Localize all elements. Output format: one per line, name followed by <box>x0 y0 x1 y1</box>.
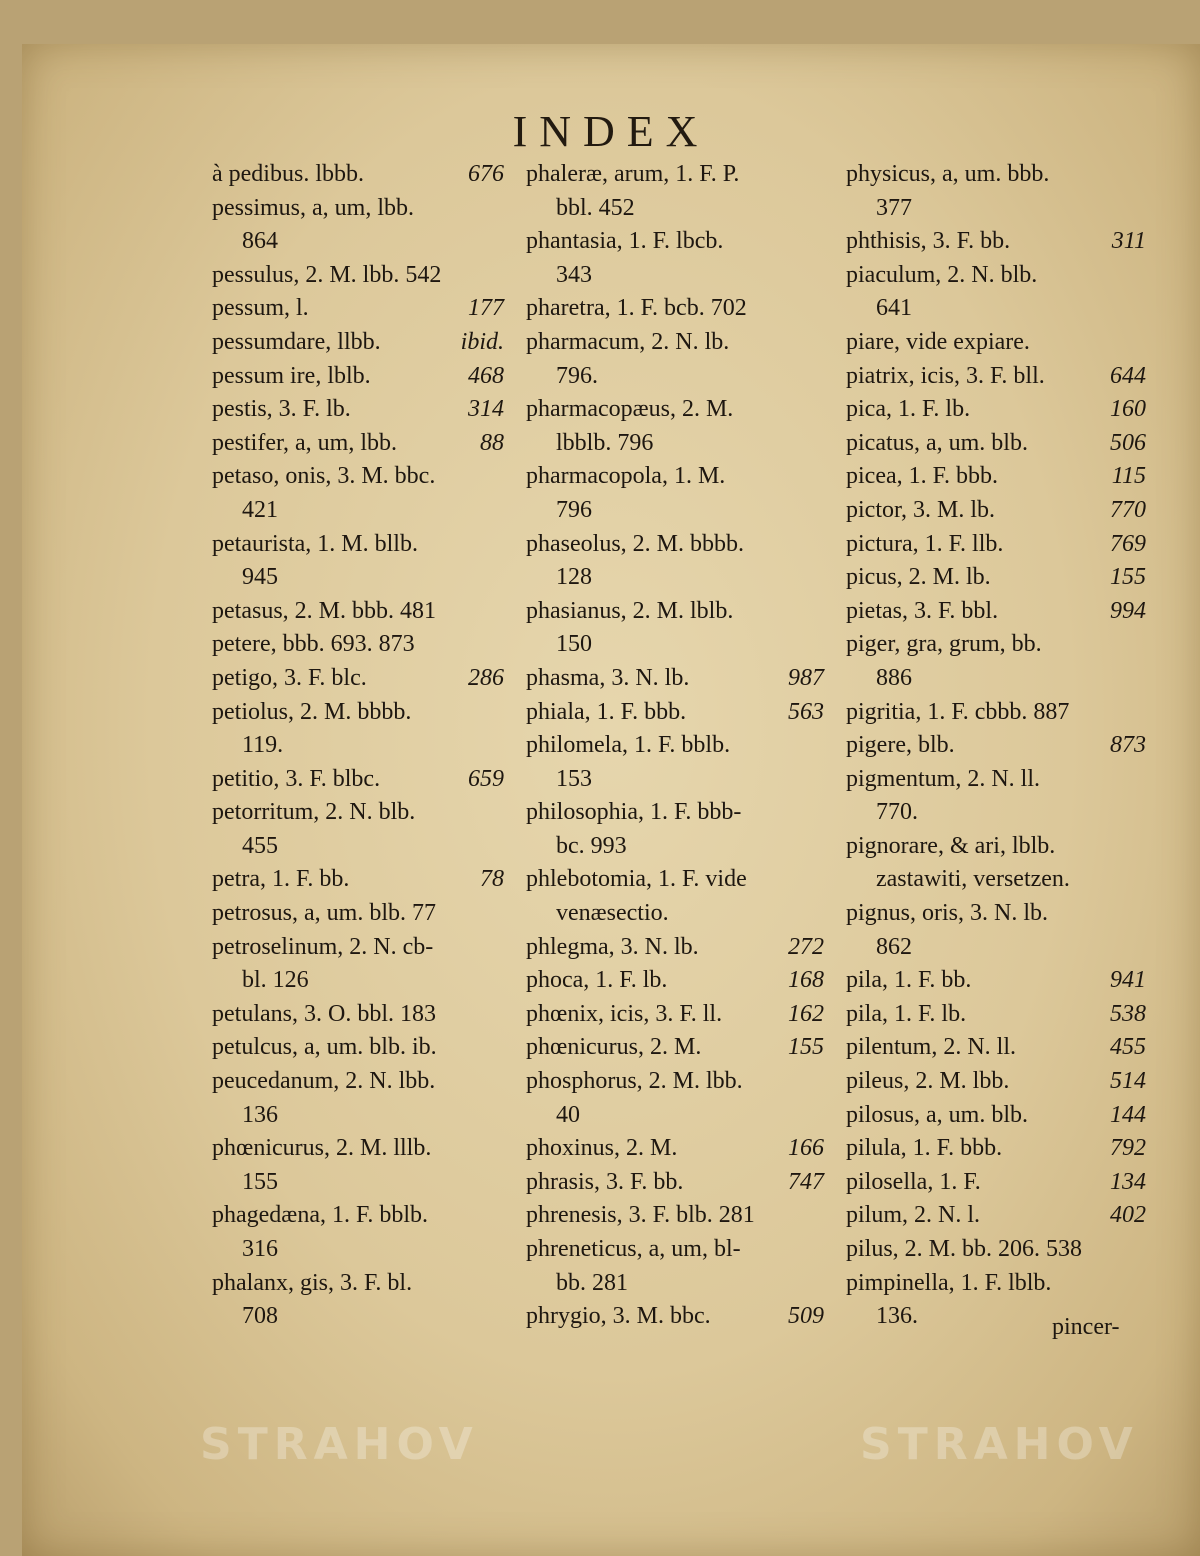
index-entry <box>846 1132 1146 1166</box>
entry-text: pictor, 3. M. lb. <box>846 496 996 523</box>
entry-text: 886 <box>876 664 912 691</box>
index-entry <box>526 696 824 730</box>
entry-text: 377 <box>876 194 912 221</box>
index-entry <box>212 360 504 394</box>
index-entry <box>846 998 1146 1032</box>
index-entry <box>212 931 504 965</box>
index-entry <box>212 1233 504 1267</box>
index-entry <box>526 192 824 226</box>
entry-page-number: 644 <box>1110 362 1146 389</box>
entry-text: pharmacopæus, 2. M. <box>526 396 734 423</box>
index-column-2 <box>526 158 824 1334</box>
index-entry <box>526 830 824 864</box>
entry-text: zastawiti, versetzen. <box>876 866 1070 893</box>
entry-page-number: 160 <box>1110 396 1146 423</box>
entry-text: pignorare, & ari, lblb. <box>846 832 1056 859</box>
entry-page-number: 769 <box>1110 530 1146 557</box>
entry-page-number: 455 <box>1110 1034 1146 1061</box>
entry-text: petorritum, 2. N. blb. <box>212 799 416 826</box>
entry-page-number: 994 <box>1110 597 1146 624</box>
entry-text: pigritia, 1. F. cbbb. 887 <box>846 698 1070 725</box>
index-entry <box>212 494 504 528</box>
entry-text: pila, 1. F. bb. <box>846 967 972 994</box>
index-entry <box>212 225 504 259</box>
entry-text: 862 <box>876 933 912 960</box>
entry-page-number: 468 <box>468 362 504 389</box>
entry-text: pessulus, 2. M. lbb. 542 <box>212 261 442 288</box>
entry-text: phœnix, icis, 3. F. ll. <box>526 1000 723 1027</box>
entry-text: petiolus, 2. M. bbbb. <box>212 698 412 725</box>
index-entry <box>526 729 824 763</box>
index-entry <box>846 1031 1146 1065</box>
index-entry <box>212 628 504 662</box>
index-entry <box>846 259 1146 293</box>
entry-text: phalanx, gis, 3. F. bl. <box>212 1269 413 1296</box>
entry-text: 40 <box>556 1101 580 1128</box>
entry-text: 421 <box>242 496 278 523</box>
entry-text: petasus, 2. M. bbb. 481 <box>212 597 436 624</box>
entry-text: picea, 1. F. bbb. <box>846 463 999 490</box>
index-entry <box>526 460 824 494</box>
index-entry <box>526 1166 824 1200</box>
index-entry <box>212 998 504 1032</box>
entry-text: phosphorus, 2. M. lbb. <box>526 1068 743 1095</box>
entry-text: picus, 2. M. lb. <box>846 564 991 591</box>
entry-text: pilosus, a, um. blb. <box>846 1101 1029 1128</box>
index-entry <box>526 964 824 998</box>
entry-page-number: 168 <box>788 967 824 994</box>
entry-text: peucedanum, 2. N. lbb. <box>212 1068 436 1095</box>
index-entry <box>526 1132 824 1166</box>
entry-text: petigo, 3. F. blc. <box>212 664 367 691</box>
index-entry <box>212 1199 504 1233</box>
index-entry <box>526 1099 824 1133</box>
entry-text: 128 <box>556 564 592 591</box>
entry-text: pigmentum, 2. N. ll. <box>846 765 1040 792</box>
index-entry <box>526 897 824 931</box>
index-entry <box>526 326 824 360</box>
entry-page-number: 144 <box>1110 1101 1146 1128</box>
index-entry <box>212 897 504 931</box>
entry-page-number: 676 <box>468 161 504 187</box>
library-watermark: STRAHOV <box>200 1419 479 1470</box>
entry-page-number: 563 <box>788 698 824 725</box>
entry-text: bb. 281 <box>556 1269 628 1296</box>
entry-text: 136 <box>242 1101 278 1128</box>
entry-text: piaculum, 2. N. blb. <box>846 261 1038 288</box>
index-entry <box>846 964 1146 998</box>
index-entry <box>846 427 1146 461</box>
entry-text: physicus, a, um. bbb. <box>846 161 1050 187</box>
entry-page-number: 509 <box>788 1303 824 1330</box>
entry-text: pietas, 3. F. bbl. <box>846 597 999 624</box>
entry-page-number: 514 <box>1110 1068 1146 1095</box>
entry-text: phasma, 3. N. lb. <box>526 664 690 691</box>
entry-text: 770. <box>876 799 918 826</box>
entry-page-number: 873 <box>1110 732 1146 759</box>
entry-text: pimpinella, 1. F. lblb. <box>846 1269 1052 1296</box>
index-column-3 <box>846 158 1146 1334</box>
entry-text: 153 <box>556 765 592 792</box>
entry-text: à pedibus. lbbb. <box>212 161 364 187</box>
index-entry <box>846 225 1146 259</box>
index-entry <box>846 158 1146 192</box>
entry-text: phoxinus, 2. M. <box>526 1135 678 1162</box>
entry-text: picatus, a, um. blb. <box>846 429 1028 456</box>
entry-text: pictura, 1. F. llb. <box>846 530 1004 557</box>
index-entry <box>212 964 504 998</box>
entry-text: pica, 1. F. lb. <box>846 396 971 423</box>
entry-text: phagedæna, 1. F. bblb. <box>212 1202 429 1229</box>
entry-text: philomela, 1. F. bblb. <box>526 732 731 759</box>
entry-text: phiala, 1. F. bbb. <box>526 698 687 725</box>
index-entry <box>846 1099 1146 1133</box>
index-entry <box>212 1300 504 1334</box>
book-page <box>22 44 1200 1556</box>
entry-text: pilula, 1. F. bbb. <box>846 1135 1003 1162</box>
index-entry <box>212 1065 504 1099</box>
index-entry <box>846 863 1146 897</box>
index-entry <box>526 158 824 192</box>
entry-page-number: 272 <box>788 933 824 960</box>
entry-text: piatrix, icis, 3. F. bll. <box>846 362 1045 389</box>
entry-page-number: 115 <box>1111 463 1146 490</box>
entry-text: phœnicurus, 2. M. <box>526 1034 702 1061</box>
index-entry <box>526 360 824 394</box>
index-entry <box>212 595 504 629</box>
entry-text: phantasia, 1. F. lbcb. <box>526 228 724 255</box>
index-entry <box>526 662 824 696</box>
index-entry <box>526 595 824 629</box>
entry-text: petulans, 3. O. bbl. 183 <box>212 1000 436 1027</box>
index-entry <box>526 931 824 965</box>
index-entry <box>526 1300 824 1334</box>
index-entry <box>212 427 504 461</box>
entry-text: petra, 1. F. bb. <box>212 866 350 893</box>
index-entry <box>212 729 504 763</box>
index-entry <box>846 326 1146 360</box>
entry-text: pilentum, 2. N. ll. <box>846 1034 1016 1061</box>
index-entry <box>846 360 1146 394</box>
entry-text: petitio, 3. F. blbc. <box>212 765 381 792</box>
index-entry <box>846 662 1146 696</box>
index-entry <box>846 1166 1146 1200</box>
entry-text: pignus, oris, 3. N. lb. <box>846 900 1049 927</box>
entry-text: 864 <box>242 228 278 255</box>
index-entry <box>846 628 1146 662</box>
entry-page-number: 659 <box>468 765 504 792</box>
entry-text: petere, bbb. 693. 873 <box>212 631 415 658</box>
entry-text: philosophia, 1. F. bbb- <box>526 799 742 826</box>
entry-text: 119. <box>242 732 284 759</box>
index-entry <box>526 393 824 427</box>
entry-text: 455 <box>242 832 278 859</box>
catchword: pincer- <box>1052 1314 1120 1340</box>
index-entry <box>846 1267 1146 1301</box>
index-entry <box>212 763 504 797</box>
index-entry <box>846 763 1146 797</box>
index-entry <box>212 393 504 427</box>
index-entry <box>526 561 824 595</box>
entry-text: 796 <box>556 496 592 523</box>
index-entry <box>846 796 1146 830</box>
index-entry <box>846 1065 1146 1099</box>
entry-text: phrenesis, 3. F. blb. 281 <box>526 1202 755 1229</box>
index-entry <box>526 763 824 797</box>
index-entry <box>212 561 504 595</box>
entry-text: pilosella, 1. F. <box>846 1168 981 1195</box>
entry-page-number: 792 <box>1110 1135 1146 1162</box>
index-entry <box>526 1031 824 1065</box>
page-title: INDEX <box>512 107 710 156</box>
entry-page-number: 941 <box>1110 967 1146 994</box>
entry-text: bc. 993 <box>556 832 627 859</box>
entry-text: phreneticus, a, um, bl- <box>526 1236 741 1262</box>
entry-text: 343 <box>556 261 592 288</box>
entry-page-number: 166 <box>788 1135 824 1162</box>
index-entry <box>212 1267 504 1301</box>
index-entry <box>846 393 1146 427</box>
entry-page-number: 78 <box>480 866 504 893</box>
index-entry <box>526 1267 824 1301</box>
entry-page-number: 506 <box>1110 429 1146 456</box>
entry-page-number: ibid. <box>460 328 504 355</box>
entry-text: 316 <box>242 1236 278 1262</box>
entry-page-number: 770 <box>1110 496 1146 523</box>
entry-page-number: 88 <box>480 429 504 456</box>
index-entry <box>846 494 1146 528</box>
entry-text: pessimus, a, um, lbb. <box>212 194 414 221</box>
index-entry <box>526 998 824 1032</box>
entry-text: pila, 1. F. lb. <box>846 1000 967 1027</box>
entry-text: phaleræ, arum, 1. F. P. <box>526 161 740 187</box>
entry-text: venæsectio. <box>556 900 669 927</box>
entry-text: 641 <box>876 295 912 322</box>
entry-text: phrasis, 3. F. bb. <box>526 1168 684 1195</box>
index-entry <box>212 696 504 730</box>
index-entry <box>212 1166 504 1200</box>
index-entry <box>526 628 824 662</box>
index-entry <box>526 863 824 897</box>
index-entry <box>846 192 1146 226</box>
index-entry <box>212 326 504 360</box>
entry-text: petaso, onis, 3. M. bbc. <box>212 463 436 490</box>
index-entry <box>212 1099 504 1133</box>
entry-text: petroselinum, 2. N. cb- <box>212 933 434 960</box>
entry-page-number: 155 <box>1110 564 1146 591</box>
index-entry <box>846 595 1146 629</box>
entry-page-number: 402 <box>1110 1202 1146 1229</box>
index-entry <box>212 830 504 864</box>
index-entry <box>846 292 1146 326</box>
index-entry <box>212 662 504 696</box>
index-entry <box>212 460 504 494</box>
index-entry <box>212 192 504 226</box>
index-entry <box>212 158 504 192</box>
entry-text: pessum ire, lblb. <box>212 362 371 389</box>
index-entry <box>846 1233 1146 1267</box>
index-entry <box>846 830 1146 864</box>
index-entry <box>526 259 824 293</box>
index-entry <box>526 427 824 461</box>
entry-text: phlebotomia, 1. F. vide <box>526 866 747 893</box>
index-column-1 <box>212 158 504 1334</box>
entry-text: lbblb. 796 <box>556 429 654 456</box>
entry-text: phasianus, 2. M. lblb. <box>526 597 734 624</box>
entry-text: pilum, 2. N. l. <box>846 1202 981 1229</box>
index-entry <box>846 931 1146 965</box>
entry-text: petulcus, a, um. blb. ib. <box>212 1034 437 1061</box>
entry-text: pharetra, 1. F. bcb. 702 <box>526 295 747 322</box>
entry-text: 945 <box>242 564 278 591</box>
index-entry <box>846 696 1146 730</box>
index-entry <box>526 225 824 259</box>
entry-text: pileus, 2. M. lbb. <box>846 1068 1010 1095</box>
entry-text: 136. <box>876 1303 918 1330</box>
entry-page-number: 314 <box>468 396 504 423</box>
library-watermark: STRAHOV <box>860 1419 1139 1470</box>
entry-text: piare, vide expiare. <box>846 328 1030 355</box>
entry-page-number: 747 <box>788 1168 824 1195</box>
index-entry <box>526 494 824 528</box>
index-entry <box>846 528 1146 562</box>
entry-text: phœnicurus, 2. M. lllb. <box>212 1135 432 1162</box>
entry-page-number: 155 <box>788 1034 824 1061</box>
index-entry <box>212 796 504 830</box>
entry-text: pilus, 2. M. bb. 206. 538 <box>846 1236 1083 1262</box>
index-entry <box>846 897 1146 931</box>
index-entry <box>526 1065 824 1099</box>
entry-page-number: 177 <box>468 295 504 322</box>
entry-page-number: 538 <box>1110 1000 1146 1027</box>
index-entry <box>212 528 504 562</box>
entry-text: petrosus, a, um. blb. 77 <box>212 900 436 927</box>
index-entry <box>526 1199 824 1233</box>
entry-text: phoca, 1. F. lb. <box>526 967 668 994</box>
entry-text: petaurista, 1. M. bllb. <box>212 530 418 557</box>
index-entry <box>526 528 824 562</box>
entry-page-number: 286 <box>468 664 504 691</box>
index-entry <box>846 460 1146 494</box>
index-entry <box>526 1233 824 1267</box>
index-entry <box>212 292 504 326</box>
entry-text: pessumdare, llbb. <box>212 328 381 355</box>
entry-page-number: 134 <box>1110 1168 1146 1195</box>
index-entry <box>212 259 504 293</box>
entry-text: pigere, blb. <box>846 732 955 759</box>
entry-text: 155 <box>242 1168 278 1195</box>
index-entry <box>846 561 1146 595</box>
entry-page-number: 311 <box>1111 228 1146 255</box>
entry-text: pharmacopola, 1. M. <box>526 463 726 490</box>
index-entry <box>846 1199 1146 1233</box>
index-entry <box>212 1031 504 1065</box>
entry-text: pessum, l. <box>212 295 309 322</box>
entry-text: phrygio, 3. M. bbc. <box>526 1303 711 1330</box>
entry-text: 796. <box>556 362 598 389</box>
entry-page-number: 987 <box>788 664 824 691</box>
entry-text: phaseolus, 2. M. bbbb. <box>526 530 744 557</box>
entry-text: pestifer, a, um, lbb. <box>212 429 397 456</box>
entry-text: pestis, 3. F. lb. <box>212 396 351 423</box>
entry-text: piger, gra, grum, bb. <box>846 631 1042 658</box>
entry-text: 150 <box>556 631 592 658</box>
index-entry <box>212 1132 504 1166</box>
index-entry <box>846 729 1146 763</box>
index-entry <box>526 292 824 326</box>
index-entry <box>526 796 824 830</box>
entry-text: 708 <box>242 1303 278 1330</box>
entry-text: phlegma, 3. N. lb. <box>526 933 699 960</box>
entry-text: bl. 126 <box>242 967 309 994</box>
entry-text: bbl. 452 <box>556 194 635 221</box>
entry-text: phthisis, 3. F. bb. <box>846 228 1011 255</box>
entry-text: pharmacum, 2. N. lb. <box>526 328 730 355</box>
entry-page-number: 162 <box>788 1000 824 1027</box>
index-entry <box>212 863 504 897</box>
